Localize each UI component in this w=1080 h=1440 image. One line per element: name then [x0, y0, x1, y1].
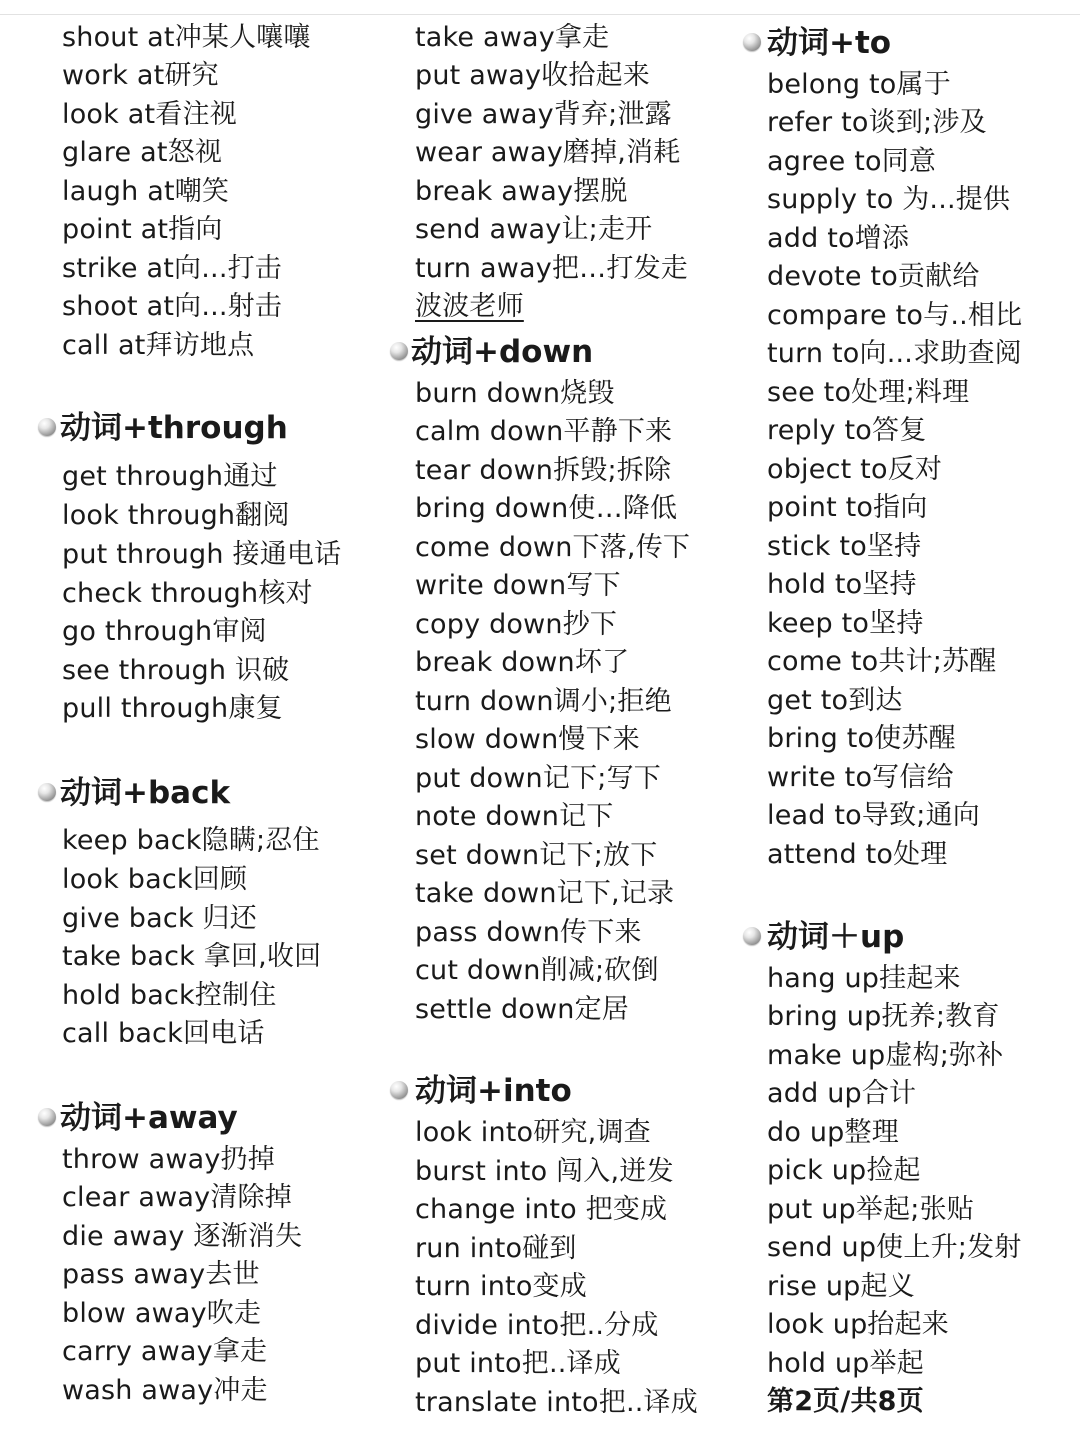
- list-item: hold up举起: [767, 1348, 924, 1379]
- sphere-bullet-icon: [390, 1081, 408, 1099]
- list-item: burn down烧毁: [415, 378, 615, 409]
- list-item: laugh at嘲笑: [62, 176, 230, 207]
- list-item: burst into 闯入,迸发: [415, 1156, 674, 1187]
- list-item: pull through康复: [62, 693, 283, 724]
- list-item: give away背弃;泄露: [415, 99, 672, 130]
- list-item: do up整理: [767, 1117, 899, 1148]
- list-item: strike at向...打击: [62, 253, 283, 284]
- list-item: come to共计;苏醒: [767, 646, 997, 677]
- list-item: hold back控制住: [62, 980, 277, 1011]
- list-item: throw away扔掉: [62, 1144, 275, 1175]
- list-item: wash away冲走: [62, 1375, 268, 1406]
- list-item: make up虚构;弥补: [767, 1040, 1004, 1071]
- section-heading-through: 动词+through: [60, 410, 288, 446]
- list-item: die away 逐渐消失: [62, 1221, 303, 1252]
- list-item: compare to与..相比: [767, 300, 1023, 331]
- list-item: copy down抄下: [415, 609, 618, 640]
- list-item: give back 归还: [62, 903, 257, 934]
- list-item: cut down削减;砍倒: [415, 955, 659, 986]
- list-item: check through核对: [62, 578, 313, 609]
- sphere-bullet-icon: [38, 418, 56, 436]
- list-item: slow down慢下来: [415, 724, 641, 755]
- list-item: turn away把…打发走: [415, 253, 688, 284]
- list-item: take back 拿回,收回: [62, 941, 322, 972]
- list-item: belong to属于: [767, 69, 951, 100]
- section-heading-up: 动词＋up: [767, 919, 905, 955]
- list-item: bring down使…降低: [415, 493, 678, 524]
- list-item: bring up抚养;教育: [767, 1001, 1000, 1032]
- sphere-bullet-icon: [743, 927, 761, 945]
- list-item: hold to坚持: [767, 569, 917, 600]
- list-item: note down记下: [415, 801, 614, 832]
- list-item: change into 把变成: [415, 1194, 668, 1225]
- list-item: rise up起义: [767, 1271, 915, 1302]
- list-item: put up举起;张贴: [767, 1194, 974, 1225]
- list-item: take away拿走: [415, 22, 610, 53]
- list-item: go through审阅: [62, 616, 267, 647]
- list-item: add up合计: [767, 1078, 917, 1109]
- list-item: look back回顾: [62, 864, 248, 895]
- section-heading-down: 动词+down: [411, 334, 594, 370]
- list-item: look into研究,调查: [415, 1117, 651, 1148]
- section-heading-to: 动词+to: [767, 25, 892, 61]
- page-indicator: 第2页/共8页: [767, 1386, 924, 1417]
- list-item: get through通过: [62, 461, 278, 492]
- list-item: send away让;走开: [415, 214, 653, 245]
- list-item: work at研究: [62, 60, 219, 91]
- list-item: break away摆脱: [415, 176, 628, 207]
- list-item: put down记下;写下: [415, 763, 661, 794]
- list-item: pick up捡起: [767, 1155, 921, 1186]
- list-item: tear down拆毁;拆除: [415, 455, 672, 486]
- sphere-bullet-icon: [743, 33, 761, 51]
- top-divider: [0, 0, 1080, 15]
- list-item: come down下落,传下: [415, 532, 691, 563]
- list-item: divide into把..分成: [415, 1310, 659, 1341]
- list-item: turn into变成: [415, 1271, 587, 1302]
- list-item: put through 接通电话: [62, 539, 342, 570]
- list-item: write down写下: [415, 570, 621, 601]
- list-item: attend to处理: [767, 839, 948, 870]
- list-item: keep to坚持: [767, 608, 924, 639]
- list-item: put into把..译成: [415, 1348, 621, 1379]
- sphere-bullet-icon: [390, 342, 408, 360]
- list-item: point to指向: [767, 492, 928, 523]
- list-item: lead to导致;通向: [767, 800, 980, 831]
- list-item: supply to 为...提供: [767, 184, 1011, 215]
- list-item: devote to贡献给: [767, 261, 980, 292]
- list-item: clear away清除掉: [62, 1182, 292, 1213]
- list-item: get to到达: [767, 685, 903, 716]
- list-item: translate into把..译成: [415, 1387, 698, 1418]
- list-item: turn to向...求助查阅: [767, 338, 1022, 369]
- sphere-bullet-icon: [38, 783, 56, 801]
- list-item: break down坏了: [415, 647, 630, 678]
- list-item: call back回电话: [62, 1018, 265, 1049]
- list-item: object to反对: [767, 454, 943, 485]
- list-item: see to处理;料理: [767, 377, 970, 408]
- section-heading-away: 动词+away: [60, 1100, 238, 1136]
- list-item: reply to答复: [767, 415, 927, 446]
- list-item: agree to同意: [767, 146, 937, 177]
- list-item: point at指向: [62, 214, 223, 245]
- author-name: 波波老师: [415, 291, 524, 322]
- section-heading-back: 动词+back: [60, 775, 231, 811]
- list-item: shout at冲某人嚷嚷: [62, 22, 311, 53]
- list-item: stick to坚持: [767, 531, 922, 562]
- list-item: write to写信给: [767, 762, 954, 793]
- list-item: keep back隐瞒;忍住: [62, 825, 320, 856]
- list-item: carry away拿走: [62, 1336, 268, 1367]
- sphere-bullet-icon: [38, 1108, 56, 1126]
- list-item: glare at怒视: [62, 137, 223, 168]
- list-item: shoot at向...射击: [62, 291, 283, 322]
- list-item: see through 识破: [62, 655, 290, 686]
- list-item: hang up挂起来: [767, 963, 961, 994]
- list-item: settle down定居: [415, 994, 629, 1025]
- list-item: turn down调小;拒绝: [415, 686, 672, 717]
- list-item: call at拜访地点: [62, 330, 255, 361]
- list-item: calm down平静下来: [415, 416, 673, 447]
- list-item: run into碰到: [415, 1233, 577, 1264]
- list-item: pass down传下来: [415, 917, 642, 948]
- section-heading-into: 动词+into: [415, 1073, 572, 1109]
- list-item: refer to谈到;涉及: [767, 107, 987, 138]
- list-item: look up抬起来: [767, 1309, 950, 1340]
- list-item: add to增添: [767, 223, 910, 254]
- list-item: look at看注视: [62, 99, 237, 130]
- list-item: put away收拾起来: [415, 60, 650, 91]
- list-item: wear away磨掉,消耗: [415, 137, 681, 168]
- list-item: send up使上升;发射: [767, 1232, 1022, 1263]
- list-item: take down记下,记录: [415, 878, 675, 909]
- list-item: look through翻阅: [62, 500, 290, 531]
- list-item: set down记下;放下: [415, 840, 658, 871]
- list-item: blow away吹走: [62, 1298, 262, 1329]
- list-item: pass away去世: [62, 1259, 260, 1290]
- list-item: bring to使苏醒: [767, 723, 956, 754]
